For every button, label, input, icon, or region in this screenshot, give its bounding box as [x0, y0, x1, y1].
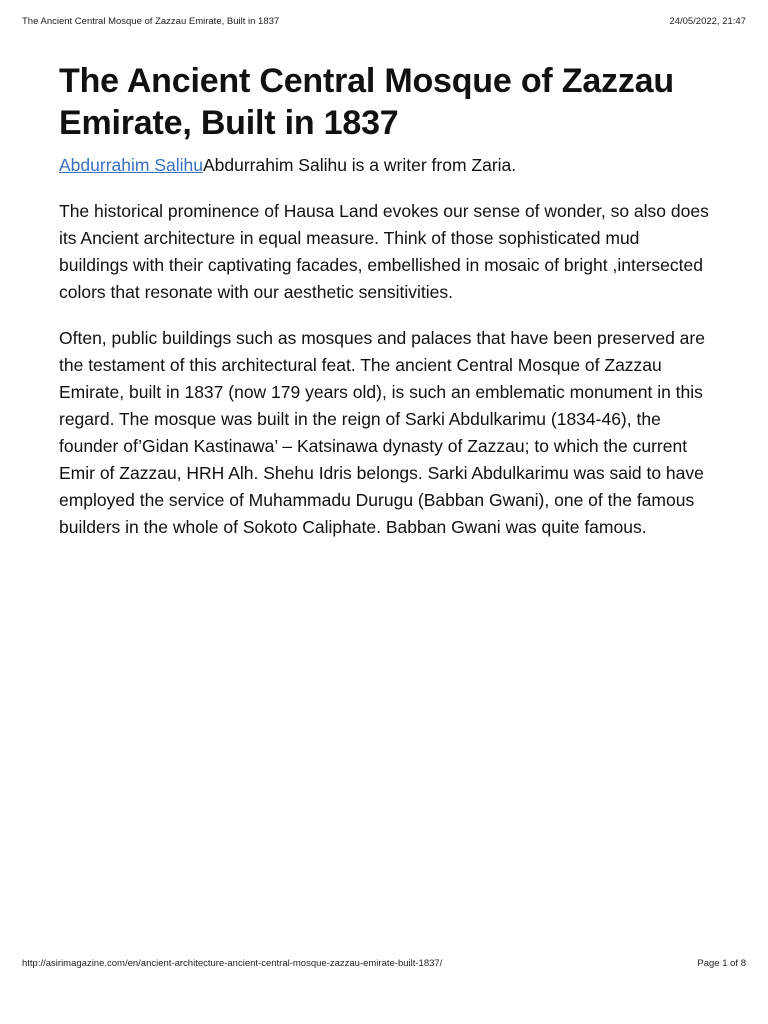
print-header-title: The Ancient Central Mosque of Zazzau Emirate, Built in 1837: [22, 16, 280, 27]
page-indicator: Page 1 of 8: [697, 958, 746, 969]
article-paragraph: Often, public buildings such as mosques and palaces that have been preserved are the testament of this architectural feat. The ancient Central Mosque of Zazzau Emirate, built in 1837 (now 179 years old), is such an emblematic monument in this regard. The mosque was built in the reign of Sarki Abdulkarimu (1834-46), the founder of’Gidan Kastinawa’ – Katsinawa dynasty of Zazzau; to which the current Emir of Zazzau, HRH Alh. Shehu Idris belongs. Sarki Abdulkarimu was said to have employed the service of Muhammadu Durugu (Babban Gwani), one of the famous builders in the whole of Sokoto Caliphate. Babban Gwani was quite famous.: [59, 328, 705, 537]
print-header: [22, 16, 746, 30]
article-title: The Ancient Central Mosque of Zazzau Emirate, Built in 1837: [59, 62, 674, 142]
article: [59, 60, 709, 541]
byline: [59, 152, 709, 178]
author-link[interactable]: Abdurrahim Salihu: [59, 155, 203, 175]
print-footer: [22, 958, 746, 972]
author-bio: Abdurrahim Salihu is a writer from Zaria.: [202, 155, 517, 175]
article-paragraph: The historical prominence of Hausa Land evokes our sense of wonder, so also does its Ancient architecture in equal measure. Think of those sophisticated mud buildings with their captivating facades, embellished in mosaic of bright ,intersected colors that resonate with our aesthetic sensitivities.: [59, 201, 709, 302]
print-footer-url: http://asirimagazine.com/en/ancient-architecture-ancient-central-mosque-zazzau-emirate-built-1837/: [22, 958, 443, 969]
print-header-datetime: 24/05/2022, 21:47: [669, 16, 746, 27]
